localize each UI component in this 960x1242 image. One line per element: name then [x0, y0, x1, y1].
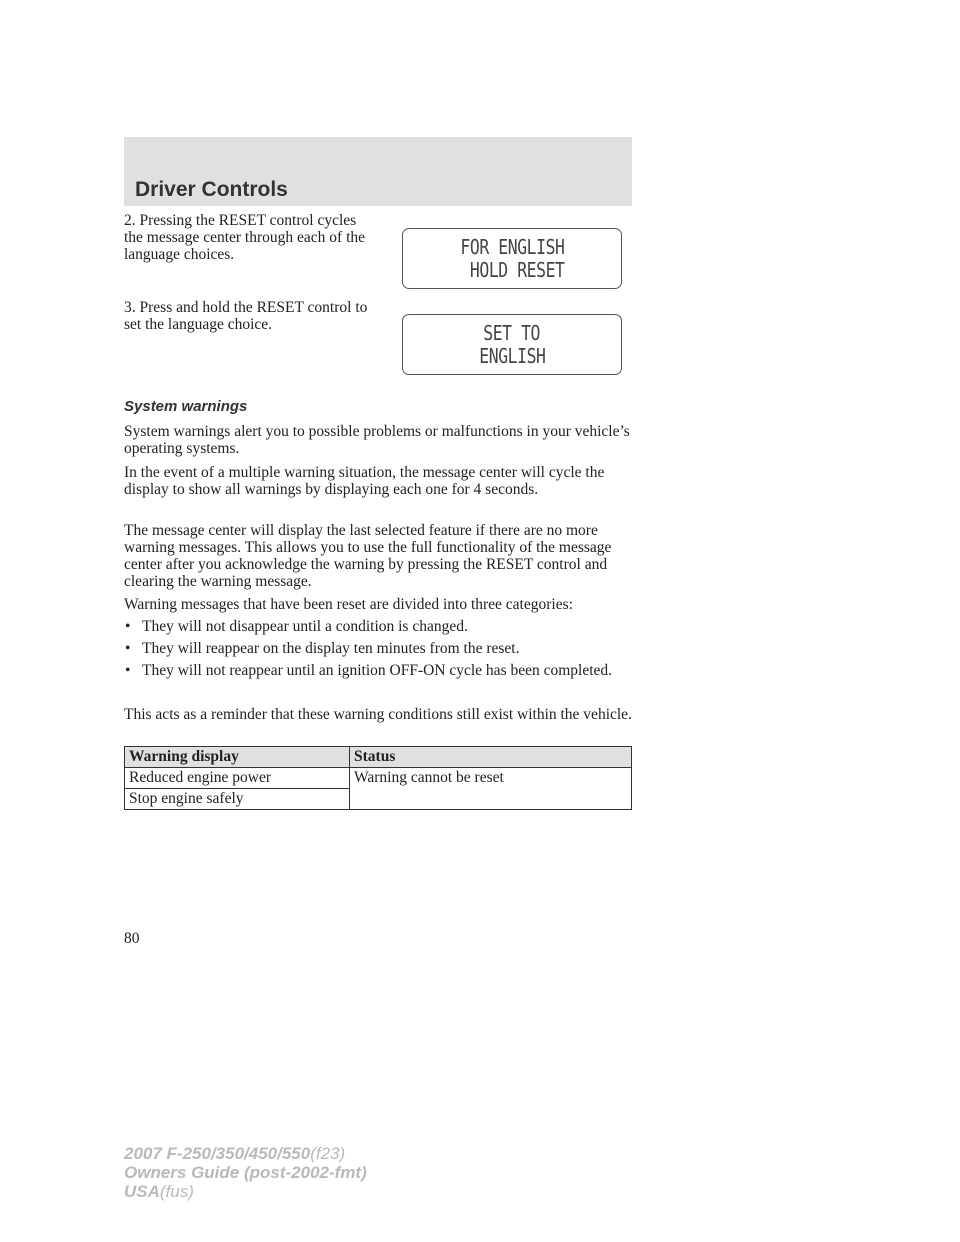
footer-line-1: 2007 F-250/350/450/550(f23): [124, 1144, 346, 1163]
table-cell: Reduced engine power: [125, 768, 350, 789]
display-line-2: HOLD RESET: [459, 257, 565, 282]
table-header-row: [125, 747, 632, 768]
display-line-1: SET TO: [483, 320, 541, 345]
footer-line-3: USA(fus): [124, 1182, 194, 1201]
warning-categories-list: [124, 618, 632, 684]
page-number: 80: [124, 930, 140, 947]
paragraph: System warnings alert you to possible problems or malfunctions in your vehicle’s operating systems.: [124, 423, 630, 457]
step-3-text: 3. Press and hold the RESET control to set the language choice.: [124, 299, 368, 333]
system-warnings-heading: System warnings: [124, 398, 248, 415]
section-header-band: [124, 137, 632, 206]
table-cell: Stop engine safely: [125, 789, 350, 810]
warning-display-table: [124, 746, 632, 810]
list-item: [124, 618, 632, 635]
bullet-icon: •: [125, 662, 131, 679]
bullet-icon: •: [125, 618, 131, 635]
message-center-display-for-english: [402, 228, 622, 289]
paragraph: Warning messages that have been reset are divided into three categories:: [124, 596, 573, 613]
message-center-display-set-to-english: [402, 314, 622, 375]
display-line-2: ENGLISH: [478, 343, 546, 368]
list-item-text: They will not disappear until a condition is changed.: [142, 618, 468, 635]
closing-paragraph: This acts as a reminder that these warning conditions still exist within the vehicle.: [124, 706, 632, 723]
section-title: Driver Controls: [135, 178, 288, 201]
column-header: Warning display: [125, 747, 350, 768]
paragraph: The message center will display the last selected feature if there are no more warning messages. This allows you to use the full functionality of the message center after you acknowledge the warning by pressing the RESET control and clearing the warning message.: [124, 522, 612, 590]
list-item-text: They will not reappear until an ignition OFF-ON cycle has been completed.: [142, 662, 613, 679]
step-2-text: 2. Pressing the RESET control cycles the message center through each of the language choices.: [124, 212, 366, 263]
list-item: [124, 640, 632, 657]
list-item-text: They will reappear on the display ten minutes from the reset.: [142, 640, 520, 657]
document-footer: [124, 1144, 367, 1201]
table-row: [125, 768, 632, 789]
table-cell: Warning cannot be reset: [350, 768, 632, 810]
bullet-icon: •: [125, 640, 131, 657]
paragraph: In the event of a multiple warning situation, the message center will cycle the display to show all warnings by displaying each one for 4 seconds.: [124, 464, 605, 498]
display-line-1: FOR ENGLISH: [459, 234, 565, 259]
footer-line-2: Owners Guide (post-2002-fmt): [124, 1163, 367, 1182]
list-item: [124, 662, 632, 679]
column-header: Status: [350, 747, 632, 768]
